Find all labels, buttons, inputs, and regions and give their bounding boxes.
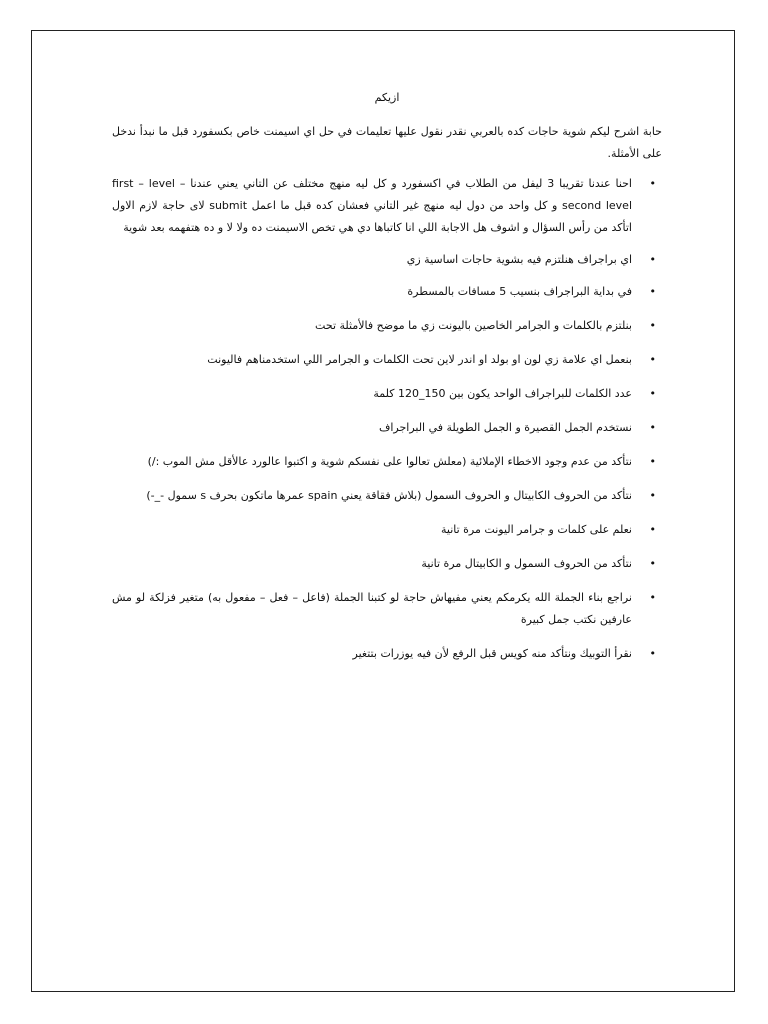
list-item <box>112 249 662 271</box>
list-item-text: نتأكد من عدم وجود الاخطاء الإملائية (معلش تعالوا على نفسكم شوية و اكتبوا عالورد عالأقل مش الموب :/) <box>147 455 632 468</box>
bullet-icon: • <box>649 647 656 660</box>
list-item <box>112 173 662 239</box>
bullet-icon: • <box>649 455 656 468</box>
list-item <box>112 281 662 303</box>
list-item-text: نتأكد من الحروف السمول و الكابيتال مرة تانية <box>421 557 632 570</box>
document-title: ازيكم <box>374 91 400 104</box>
bullet-icon: • <box>649 253 656 266</box>
list-item-text: نقرأ التوبيك ونتأكد منه كويس قبل الرفع لأن فيه يوزرات بتتغير <box>352 647 632 660</box>
list-item-text: نستخدم الجمل القصيرة و الجمل الطويلة في البراجراف <box>378 421 632 434</box>
bullet-icon: • <box>649 489 656 502</box>
list-item <box>112 587 662 631</box>
list-item-text: في بداية البراجراف بنسيب 5 مسافات بالمسطرة <box>407 285 632 298</box>
list-item <box>112 451 662 473</box>
list-item <box>112 485 662 507</box>
bullet-icon: • <box>649 591 656 604</box>
list-item <box>112 519 662 541</box>
main-bullet-list <box>112 173 662 271</box>
list-item-text: بنلتزم بالكلمات و الجرامر الخاصين باليونت زي ما موضح فالأمثلة تحت <box>315 319 632 332</box>
document-page <box>31 30 735 992</box>
list-item-text: عدد الكلمات للبراجراف الواحد يكون بين 150_120 كلمة <box>373 387 632 400</box>
list-item-text: نراجع بناء الجملة الله يكرمكم يعني مفيهاش حاجة لو كتبنا الجملة (فاعل – فعل – مفعول به) متغير فزلكة لو مش عارفين نكتب جمل كبيرة <box>112 591 632 626</box>
list-item-text: نتأكد من الحروف الكابيتال و الحروف السمول (بلاش فقاقة يعني spain عمرها ماتكون بحرف s سمول -_-) <box>146 489 632 502</box>
bullet-icon: • <box>649 319 656 332</box>
list-item <box>112 553 662 575</box>
list-item-text: بنعمل اي علامة زي لون او بولد او اندر لاين تحت الكلمات و الجرامر اللي استخدمناهم فاليونت <box>207 353 632 366</box>
intro-paragraph: حابة اشرح ليكم شوية حاجات كده بالعربي نقدر نقول عليها تعليمات في حل اي اسيمنت خاص بكسفورد قبل ما نبدأ ندخل على الأمثلة. <box>112 125 662 160</box>
bullet-icon: • <box>649 387 656 400</box>
list-item <box>112 383 662 405</box>
list-item-text: نعلم على كلمات و جرامر اليونت مرة تانية <box>440 523 632 536</box>
list-item-text: احنا عندنا تقريبا 3 ليفل من الطلاب في اكسفورد و كل ليه منهج مختلف عن التاني يعني عندنا first – level – second level و كل واحد من دول ليه منهج غير التاني فعشان كده قبل ما اعمل submit لاى حاجة لازم الاول اتأكد من رأس السؤال و اشوف هل الاجابة اللي انا كاتباها دي هي تخص الاسيمنت ده ولا لا و ده هتفهمه بعد شوية <box>112 177 633 234</box>
bullet-icon: • <box>649 353 656 366</box>
document-body <box>112 87 662 677</box>
bullet-icon: • <box>649 421 656 434</box>
list-item <box>112 417 662 439</box>
list-item <box>112 349 662 371</box>
bullet-icon: • <box>649 285 656 298</box>
list-item <box>112 643 662 665</box>
bullet-icon: • <box>649 177 656 190</box>
list-item <box>112 315 662 337</box>
rules-bullet-list <box>112 281 662 665</box>
list-item-text: اي براجراف هنلتزم فيه بشوية حاجات اساسية زي <box>406 253 632 266</box>
bullet-icon: • <box>649 523 656 536</box>
bullet-icon: • <box>649 557 656 570</box>
